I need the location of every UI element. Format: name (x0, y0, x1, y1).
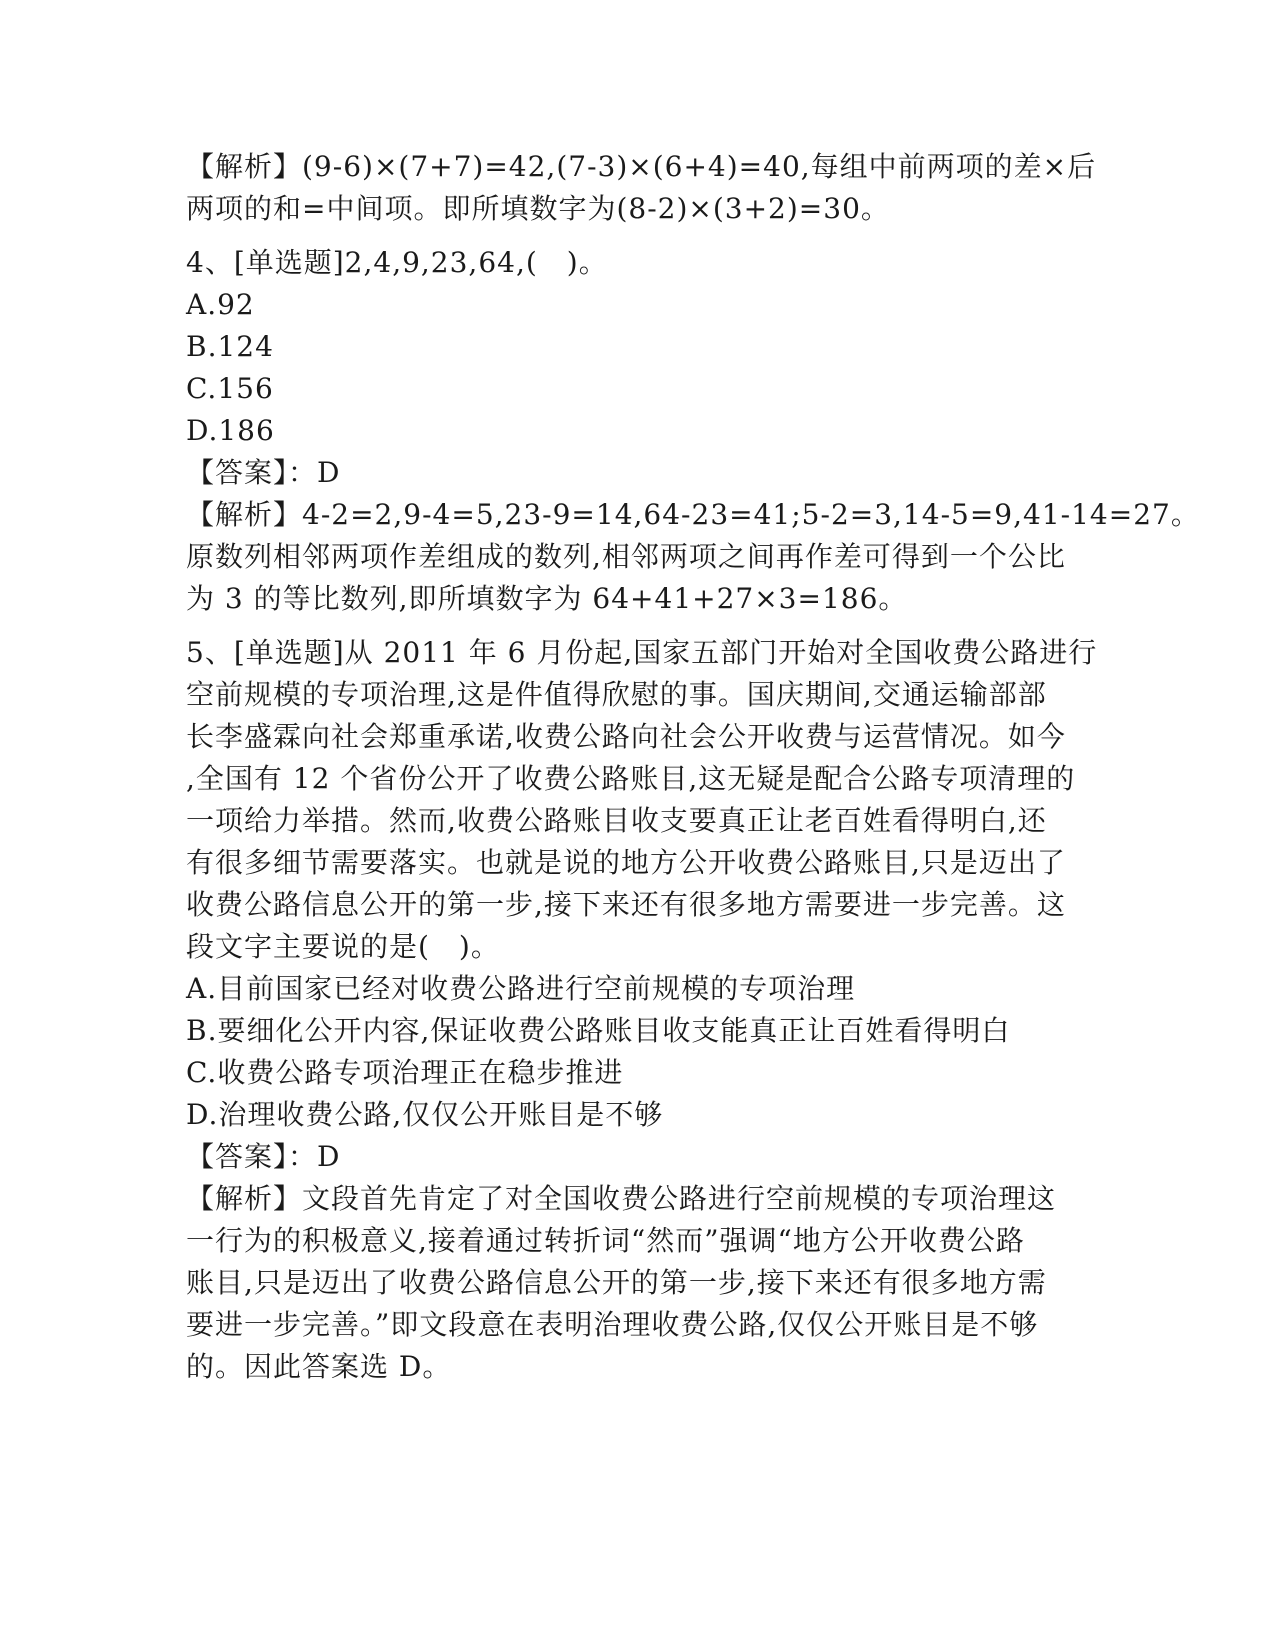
document-page (186, 146, 1200, 1388)
spacer (186, 230, 1086, 242)
spacer (186, 620, 1086, 632)
question-4 (186, 242, 1200, 620)
question-stem-line: 有很多细节需要落实。也就是说的地方公开收费公路账目,只是迈出了 (186, 846, 1066, 879)
option-a: A.目前国家已经对收费公路进行空前规模的专项治理 (186, 972, 856, 1005)
question-stem: 4、[单选题]2,4,9,23,64,( )。 (186, 246, 608, 279)
analysis-line: 【解析】4-2=2,9-4=5,23-9=14,64-23=41;5-2=3,14-5=9,41-14=27。 (186, 498, 1200, 531)
analysis-line: 两项的和=中间项。即所填数字为(8-2)×(3+2)=30。 (186, 192, 890, 225)
question-stem-line: 长李盛霖向社会郑重承诺,收费公路向社会公开收费与运营情况。如今 (186, 720, 1066, 753)
question-5 (186, 632, 1098, 1388)
analysis-line: 的。因此答案选 D。 (186, 1350, 452, 1383)
option-c: C.收费公路专项治理正在稳步推进 (186, 1056, 624, 1089)
analysis-line: 【解析】(9-6)×(7+7)=42,(7-3)×(6+4)=40,每组中前两项的差×后 (186, 150, 1097, 183)
analysis-line: 一行为的积极意义,接着通过转折词“然而”强调“地方公开收费公路 (186, 1224, 1025, 1257)
prev-analysis (186, 146, 1097, 230)
option-d: D.186 (186, 414, 275, 447)
analysis-line: 账目,只是迈出了收费公路信息公开的第一步,接下来还有很多地方需 (186, 1266, 1047, 1299)
question-stem-line: 空前规模的专项治理,这是件值得欣慰的事。国庆期间,交通运输部部 (186, 678, 1047, 711)
question-stem-line: 收费公路信息公开的第一步,接下来还有很多地方需要进一步完善。这 (186, 888, 1066, 921)
question-stem-line: 一项给力举措。然而,收费公路账目收支要真正让老百姓看得明白,还 (186, 804, 1047, 837)
option-b: B.要细化公开内容,保证收费公路账目收支能真正让百姓看得明白 (186, 1014, 1011, 1047)
analysis-line: 原数列相邻两项作差组成的数列,相邻两项之间再作差可得到一个公比 (186, 540, 1066, 573)
question-stem-line: 5、[单选题]从 2011 年 6 月份起,国家五部门开始对全国收费公路进行 (186, 636, 1098, 669)
analysis-line: 【解析】文段首先肯定了对全国收费公路进行空前规模的专项治理这 (186, 1182, 1057, 1215)
option-a: A.92 (186, 288, 255, 321)
question-stem-line: ,全国有 12 个省份公开了收费公路账目,这无疑是配合公路专项清理的 (186, 762, 1076, 795)
option-b: B.124 (186, 330, 274, 363)
option-d: D.治理收费公路,仅仅公开账目是不够 (186, 1098, 664, 1131)
answer-line: 【答案】：D (186, 456, 341, 489)
analysis-line: 要进一步完善。”即文段意在表明治理收费公路,仅仅公开账目是不够 (186, 1308, 1039, 1341)
option-c: C.156 (186, 372, 274, 405)
analysis-line: 为 3 的等比数列,即所填数字为 64+41+27×3=186。 (186, 582, 908, 615)
question-stem-line: 段文字主要说的是( )。 (186, 930, 500, 963)
answer-line: 【答案】：D (186, 1140, 341, 1173)
